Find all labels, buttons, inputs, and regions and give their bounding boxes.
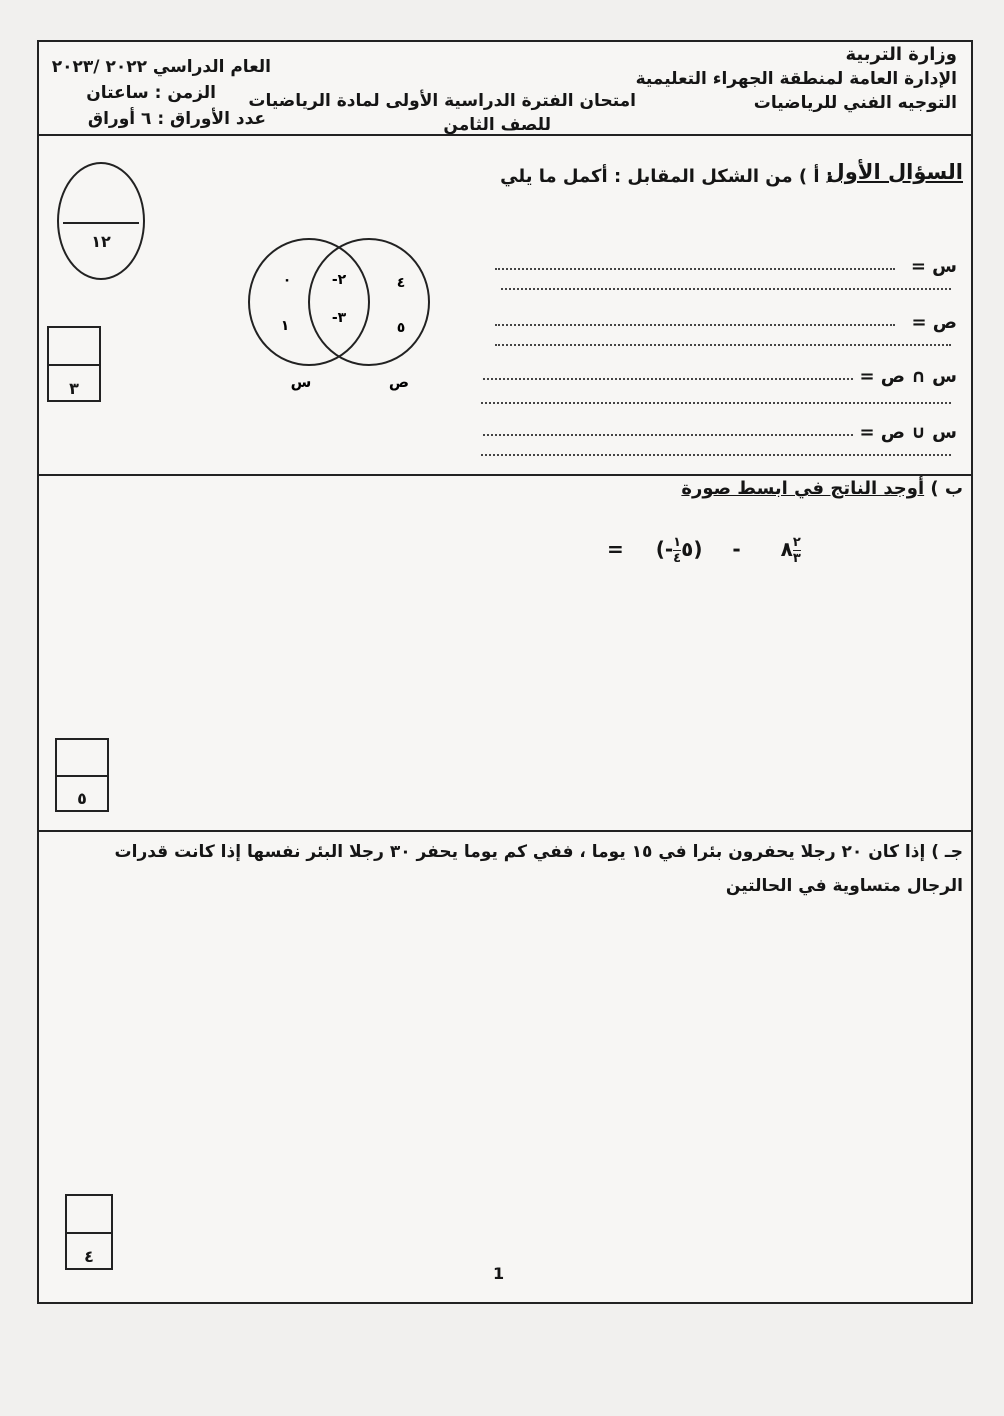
expr-minus: -: [732, 537, 741, 561]
expr-equals: =: [607, 537, 624, 561]
academic-year: العام الدراسي ٢٠٢٢ /٢٠٢٣: [51, 57, 271, 77]
expr-open-paren: (: [655, 537, 665, 561]
answer-line-union[interactable]: [483, 434, 853, 436]
expression: [607, 536, 801, 565]
directorate-name: الإدارة العامة لمنطقة الجهراء التعليمية: [635, 69, 957, 89]
answer-line-s-2[interactable]: [501, 288, 951, 290]
venn-left-1: ١: [280, 318, 290, 334]
expr-close-paren: ): [693, 537, 703, 561]
expr-neg-sign: -: [664, 537, 674, 561]
guidance-name: التوجيه الفني للرياضيات: [753, 93, 957, 113]
fill-label-s: س =: [910, 256, 957, 277]
grade-label: للصف الثامن: [443, 115, 551, 135]
total-score-oval: [57, 162, 145, 280]
answer-line-intersection-2[interactable]: [481, 402, 951, 404]
venn-right-0: ٤: [396, 275, 406, 291]
exam-title: امتحان الفترة الدراسية الأولى لمادة الرياضيات: [248, 91, 636, 111]
venn-right-1: ٥: [396, 320, 406, 336]
question-part-a: : أ ) من الشكل المقابل : أكمل ما يلي: [500, 166, 833, 187]
part-c-line-2: الرجال متساوية في الحالتين: [725, 876, 963, 896]
total-score: ١٢: [91, 232, 111, 251]
answer-line-union-2[interactable]: [481, 454, 951, 456]
venn-mid-1: ٣-: [331, 310, 347, 326]
fill-label-p: ص =: [911, 312, 957, 333]
ministry-name: وزارة التربية: [845, 44, 957, 65]
score-box-c: ٤: [65, 1194, 113, 1270]
expr-whole-2: ٥: [681, 537, 694, 561]
exam-time: الزمن : ساعتان: [86, 83, 216, 103]
venn-mid-0: ٢-: [331, 272, 347, 288]
question-label: السؤال الأول: [826, 160, 963, 184]
answer-line-intersection[interactable]: [483, 378, 853, 380]
header-divider: [39, 134, 971, 136]
venn-left-0: ٠: [282, 272, 292, 288]
answer-line-s[interactable]: [495, 268, 895, 270]
part-c-line-1: جـ ) إذا كان ٢٠ رجلا يحفرون بئرا في ١٥ يوما ، ففي كم يوما يحفر ٣٠ رجلا البئر نفسها إذا كانت قدرات: [114, 842, 963, 862]
venn-label-s: س: [290, 373, 312, 391]
part-b-heading: ب ) أوجد الناتج في ابسط صورة: [681, 478, 963, 499]
divider-a-b: [39, 474, 971, 476]
expr-fraction-2: $\frac{١}{٤}$: [673, 535, 682, 566]
exam-page: [37, 40, 973, 1304]
fill-label-intersection: س ∩ ص =: [859, 366, 957, 387]
expr-whole-1: ٨: [780, 537, 793, 561]
venn-label-p: ص: [388, 373, 410, 391]
answer-line-p[interactable]: [495, 324, 895, 326]
expr-fraction-1: $\frac{٢}{٣}$: [792, 535, 801, 566]
answer-line-p-2[interactable]: [495, 344, 951, 346]
divider-b-c: [39, 830, 971, 832]
fill-label-union: س ∪ ص =: [859, 422, 957, 443]
page-count: عدد الأوراق : ٦ أوراق: [87, 109, 266, 129]
venn-diagram: [239, 232, 449, 392]
score-box-a: ٣: [47, 326, 101, 402]
score-box-b: ٥: [55, 738, 109, 812]
page-number: 1: [493, 1264, 505, 1283]
